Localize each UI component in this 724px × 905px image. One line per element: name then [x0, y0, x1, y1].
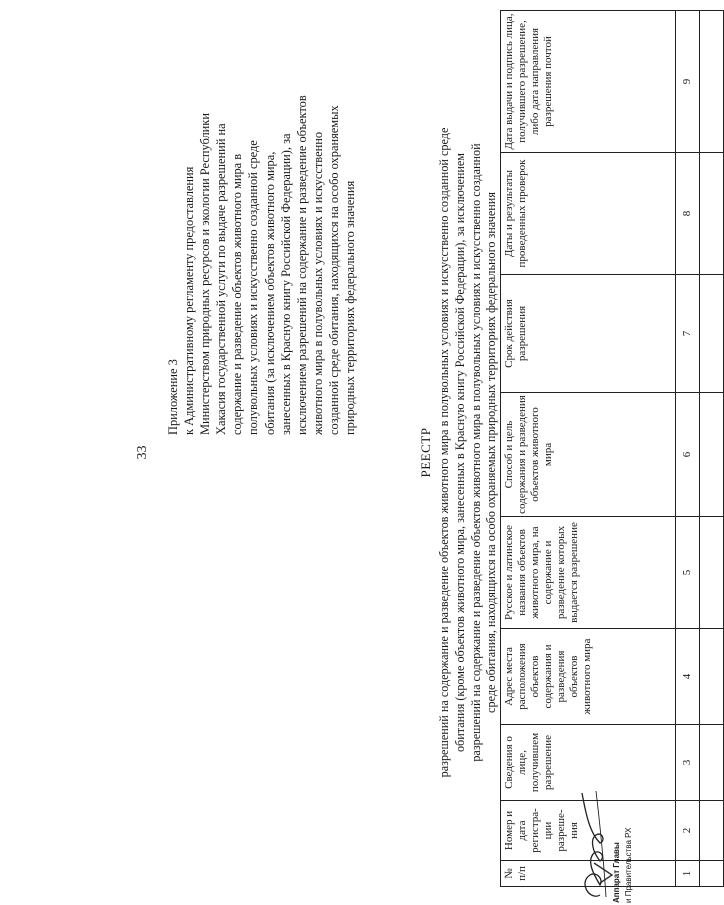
- appendix-line: созданной среде обитания, находящихся на особо охраняемых: [326, 105, 341, 435]
- appendix-line: Приложение 3: [166, 359, 180, 435]
- table-header-cell: Способ и цель содержания и разведения объектов животного мира: [501, 393, 676, 517]
- table-header-cell: Срок действия разрешения: [501, 275, 676, 393]
- registry-description-line: разрешений на содержание и разведение объектов животного мира в полувольных условиях и искусственно созданной среде: [437, 127, 451, 778]
- table-cell: [700, 393, 724, 517]
- appendix-line: к Административному регламенту предоставления: [182, 166, 197, 435]
- table-row: [700, 11, 724, 887]
- table-number-cell: 6: [676, 393, 700, 517]
- table-cell: [700, 11, 724, 153]
- table-header-cell: Даты и результаты проведенных проверок: [501, 153, 676, 275]
- appendix-heading: [165, 5, 358, 435]
- table-number-cell: 3: [676, 725, 700, 801]
- table-number-cell: 5: [676, 517, 700, 629]
- appendix-line: содержание и разведение объектов животного мира в: [230, 153, 245, 435]
- registry-title: РЕЕСТР: [418, 427, 433, 478]
- table-header-cell: Адрес места расположения объектов содержания и разведения объектов животного мира: [501, 629, 676, 725]
- table-cell: [700, 861, 724, 887]
- appendix-line: занесенных в Красную книгу Российской Федерации), за: [278, 133, 293, 435]
- appendix-line: обитания (за исключением объектов животного мира,: [262, 151, 277, 435]
- registry-description: [437, 20, 500, 885]
- table-header-cell: Номер и дата регистра-ции разреше-ния: [501, 801, 676, 861]
- table-number-row: [676, 11, 700, 887]
- stamp-line: и Правительства РХ: [624, 827, 633, 903]
- table-header-cell: Сведения о лице, получившем разрешение: [501, 725, 676, 801]
- table-cell: [700, 801, 724, 861]
- table-number-cell: 9: [676, 11, 700, 153]
- table-header-cell: Русское и латинское названия объектов животного мира, на содержание и разведение которых выдается разрешение: [501, 517, 676, 629]
- appendix-line: исключением разрешений на содержание и разведение объектов: [294, 95, 309, 435]
- registry-description-line: разрешений на содержание и разведение объектов животного мира в полувольных условиях и искусственно созданной: [468, 143, 483, 762]
- table-header-row: [501, 11, 676, 887]
- table-number-cell: 2: [676, 801, 700, 861]
- appendix-line: Министерством природных ресурсов и экологии Республики: [198, 113, 213, 435]
- table-number-cell: 8: [676, 153, 700, 275]
- table-cell: [700, 275, 724, 393]
- appendix-line: Хакасия государственной услуги по выдаче разрешений на: [214, 123, 229, 435]
- registry-description-line: среде обитания, находящихся на особо охраняемых природных территориях федерального значения: [484, 192, 499, 713]
- page-number: 33: [135, 445, 150, 460]
- stamp-line: Аппарат Главы: [612, 842, 621, 903]
- appendix-line: полувольных условиях и искусственно созданной среде: [246, 140, 261, 435]
- table-cell: [700, 517, 724, 629]
- table-number-cell: 1: [676, 861, 700, 887]
- table-number-cell: 4: [676, 629, 700, 725]
- table-header-cell: Дата выдачи и подпись лица, получившего разрешение, либо дата направления разрешения почтой: [501, 11, 676, 153]
- registry-description-line: обитания (кроме объектов животного мира, занесенных в Красную книгу Российской Федерации), за исключением: [452, 152, 467, 753]
- table-cell: [700, 153, 724, 275]
- appendix-line: природных территориях федерального значения: [343, 180, 358, 435]
- table-cell: [700, 629, 724, 725]
- registry-table: [500, 10, 724, 887]
- table-cell: [700, 725, 724, 801]
- appendix-line: животного мира в полувольных условиях и искусственно: [310, 131, 325, 435]
- table-header-cell: № п/п: [501, 861, 676, 887]
- table-number-cell: 7: [676, 275, 700, 393]
